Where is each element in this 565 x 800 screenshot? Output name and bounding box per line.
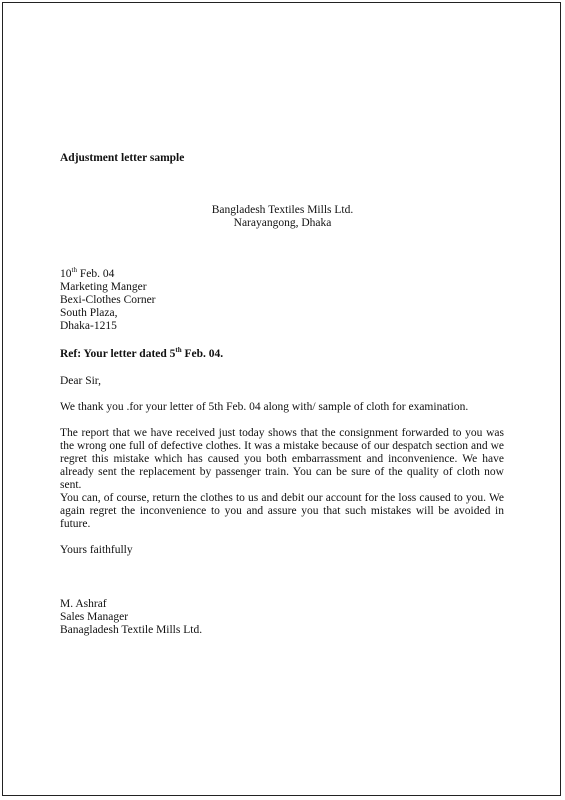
recipient-city: Dhaka-1215 — [60, 320, 117, 332]
closing-line: Yours faithfully — [60, 544, 133, 556]
reference-prefix: Ref: Your letter dated 5 — [60, 348, 176, 360]
date-suffix: th — [71, 266, 77, 275]
body-paragraph: The report that we have received just today shows that the consignment forwarded to you was the wrong one full of defective clothes. It was a mistake because of our despatch section and we regret this mistake which has caused you both embarrassment and inconvenience. We have already sent the replacement by passenger train. You can be sure of the quality of cloth now sent. — [60, 427, 504, 491]
date-rest: Feb. 04 — [76, 268, 115, 280]
body-paragraph: You can, of course, return the clothes to us and debit our account for the loss caused to you. We again regret the inconvenience to you and assure you that such mistakes will be avoided in future. — [60, 492, 504, 530]
recipient-company: Bexi-Clothes Corner — [60, 294, 156, 306]
sender-location: Narayangong, Dhaka — [233, 217, 332, 229]
recipient-street: South Plaza, — [60, 307, 118, 319]
recipient-title: Marketing Manger — [60, 281, 147, 293]
reference-line — [60, 348, 223, 361]
body-paragraph: We thank you .for your letter of 5th Feb. 04 along with/ sample of cloth for examination. — [60, 401, 469, 413]
page-border — [2, 2, 561, 796]
salutation: Dear Sir, — [60, 375, 102, 387]
sender-address-block — [60, 204, 505, 230]
document-heading: Adjustment letter sample — [60, 152, 185, 164]
signature-block — [60, 598, 202, 637]
signer-company: Banagladesh Textile Mills Ltd. — [60, 624, 203, 636]
signer-name: M. Ashraf — [60, 598, 107, 610]
recipient-address-block — [60, 268, 156, 333]
signer-title: Sales Manager — [60, 611, 129, 623]
sender-company: Bangladesh Textiles Mills Ltd. — [211, 204, 354, 216]
reference-suffix: th — [175, 346, 182, 355]
reference-rest: Feb. 04. — [181, 348, 224, 360]
letter-date — [60, 268, 156, 281]
date-day: 10 — [60, 268, 72, 280]
